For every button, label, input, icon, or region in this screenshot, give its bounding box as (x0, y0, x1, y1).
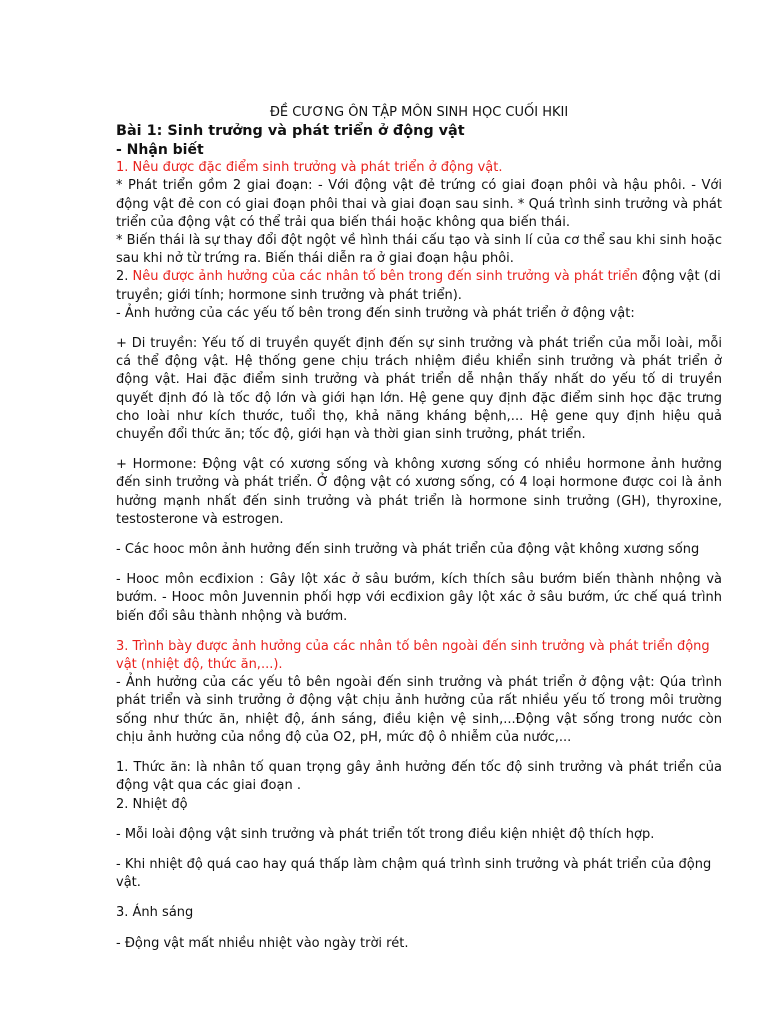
question-1-heading: 1. Nêu được đặc điểm sinh trưởng và phát triển ở động vật. (116, 160, 503, 176)
spacer (116, 444, 722, 456)
question-2-number: 2. (116, 269, 133, 285)
level-heading: - Nhận biết (116, 142, 204, 159)
spacer (116, 559, 722, 571)
spacer (116, 323, 722, 335)
temperature-paragraph-2: - Khi nhiệt độ quá cao hay quá thấp làm chậm quá trình sinh trưởng và phát triển của động vật. (116, 856, 712, 891)
temperature-heading: 2. Nhiệt độ (116, 796, 188, 812)
question-1-paragraph-1: * Phát triển gồm 2 giai đoạn: - Với động vật đẻ trứng có giai đoạn phôi và hậu phôi. - Với động vật đẻ con có giai đoạn phôi thai và giai đoạn sau sinh. * Quá trình sinh trưởng và phát triển của động vật có thể trải qua biến thái hoặc không qua biến thái. (116, 178, 722, 230)
light-heading: 3. Ánh sáng (116, 905, 194, 921)
question-3-heading: 3. Trình bày được ảnh hưởng của các nhân tố bên ngoài đến sinh trưởng và phát triển động vật (nhiệt độ, thức ăn,...). (116, 638, 710, 673)
light-paragraph-1: - Động vật mất nhiều nhiệt vào ngày trời rét. (116, 935, 409, 951)
hormone-paragraph: + Hormone: Động vật có xương sống và không xương sống có nhiều hormone ảnh hưởng đến sinh trưởng và phát triển. Ở động vật có xương sống, có 4 loại hormone được coi là ảnh hưởng mạnh nhất đến sinh trưởng và phát triển là hormone sinh trưởng (GH), thyroxine, testosterone và estrogen. (116, 457, 722, 527)
spacer (116, 814, 722, 826)
genetics-paragraph: + Di truyền: Yếu tố di truyền quyết định đến sự sinh trưởng và phát triển của mỗi loài, mỗi cá thể động vật. Hệ thống gene chịu trách nhiệm điều khiển sinh trưởng và phát triển ở động vật. Hai đặc điểm sinh trưởng và phát triển dễ nhận thấy nhất do yếu tố di truyền quyết định đó là tốc độ lớn và giới hạn lớn. Hệ gene quy định đặc điểm sinh học đặc trưng cho loài như kích thước, tuổi thọ, khả năng kháng bệnh,... Hệ gene quy định hiệu quả chuyển đổi thức ăn; tốc độ, giới hạn và thời gian sinh trưởng, phát triển. (116, 336, 722, 443)
question-2-rest: động vật (di truyền; giới tính; hormone sinh trưởng và phát triển). (116, 269, 721, 303)
lesson-heading: Bài 1: Sinh trưởng và phát triển ở động vật (116, 123, 465, 140)
question-2-heading (116, 268, 722, 304)
spacer (116, 844, 722, 856)
invertebrate-intro: - Các hooc môn ảnh hưởng đến sinh trưởng và phát triển của động vật không xương sống (116, 542, 700, 558)
temperature-paragraph-1: - Mỗi loài động vật sinh trưởng và phát triển tốt trong điều kiện nhiệt độ thích hợp. (116, 826, 655, 842)
question-2-intro: - Ảnh hưởng của các yếu tố bên trong đến sinh trưởng và phát triển ở động vật: (116, 305, 635, 321)
document-body (116, 104, 722, 953)
question-3-paragraph: - Ảnh hưởng của các yếu tô bên ngoài đến sinh trưởng và phát triển ở động vật: Qúa trình phát triển và sinh trưởng ở động vật chịu ảnh hưởng của rất nhiều yếu tố trong môi trường sống như thức ăn, nhiệt độ, ánh sáng, điều kiện vệ sinh,...Động vật sống trong nước còn chịu ảnh hưởng của nồng độ của O2, pH, mức độ ô nhiễm của nước,... (116, 675, 722, 745)
question-2-highlight: Nêu được ảnh hưởng của các nhân tố bên trong đến sinh trưởng và phát triển (132, 269, 638, 285)
question-1-paragraph-2: * Biến thái là sự thay đổi đột ngột về hình thái cấu tạo và sinh lí của cơ thể sau khi sinh hoặc sau khi nở từ trứng ra. Biến thái diễn ra ở giai đoạn hậu phôi. (116, 233, 722, 267)
spacer (116, 923, 722, 935)
spacer (116, 747, 722, 759)
spacer (116, 626, 722, 638)
food-paragraph: 1. Thức ăn: là nhân tố quan trọng gây ảnh hưởng đến tốc độ sinh trưởng và phát triển của động vật qua các giai đoạn . (116, 760, 722, 794)
spacer (116, 892, 722, 904)
invertebrate-paragraph: - Hooc môn ecđixion : Gây lột xác ở sâu bướm, kích thích sâu bướm biến thành nhộng và bướm. - Hooc môn Juvennin phối hợp với ecđixion gây lột xác ở sâu bướm, ức chế quá trình biến đổi sâu thành nhộng và bướm. (116, 572, 722, 624)
document-title: ĐỀ CƯƠNG ÔN TẬP MÔN SINH HỌC CUỐI HKII (269, 105, 569, 120)
spacer (116, 529, 722, 541)
